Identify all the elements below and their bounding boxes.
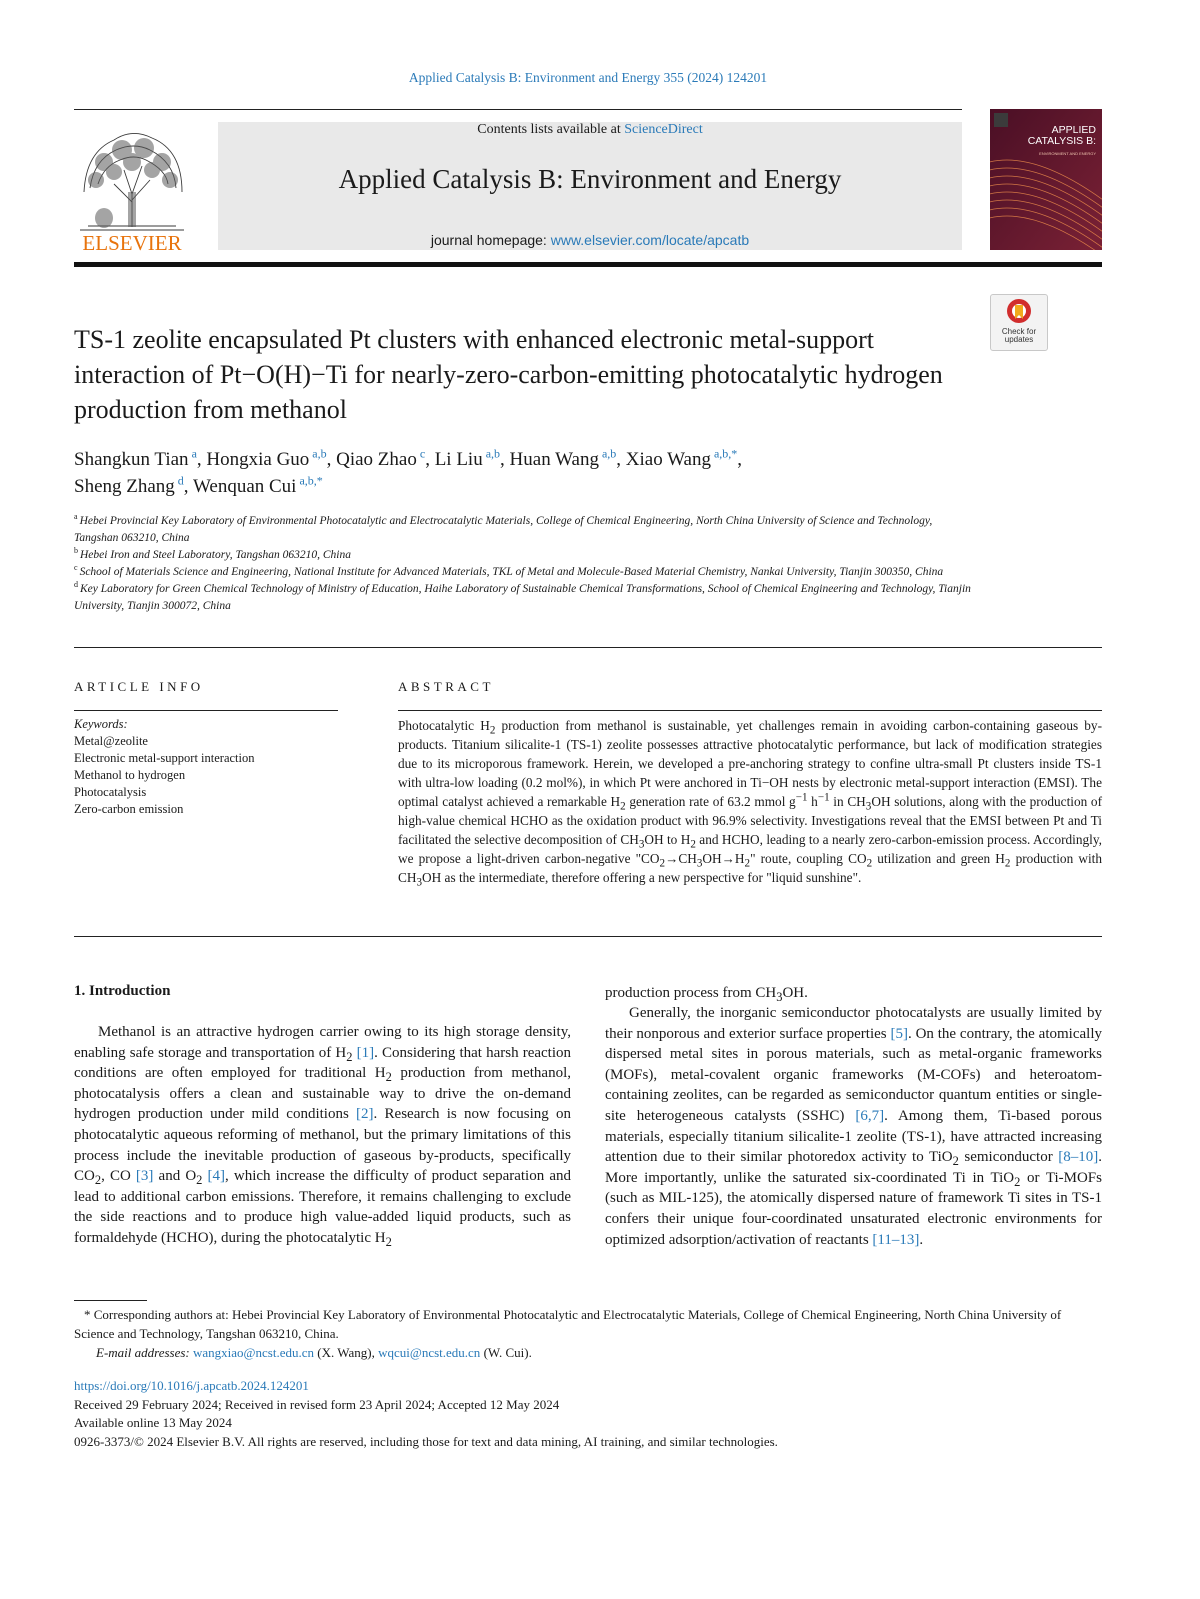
email-link-cui[interactable]: wqcui@ncst.edu.cn <box>378 1345 481 1360</box>
affiliation-text: School of Materials Science and Engineering, National Institute for Advanced Materials, TKL of Metal and Molecule-Based Material Chemistry, Nankai University, Tianjin 300350, China <box>79 566 944 578</box>
keyword: Photocatalysis <box>74 785 147 799</box>
author-affiliation-marker[interactable]: a <box>188 446 197 461</box>
author-affiliation-marker[interactable]: a,b <box>482 446 501 461</box>
keyword-list <box>74 733 344 818</box>
abstract-text: Photocatalytic $H_2$ production from methanol is sustainable, yet challenges remain in avoiding carbon-containing gaseous by-products. Titanium silicalite-1 (TS-1) zeolite possesses attractive photocatalytic performance, but lack of modification strategies due to its microporous framework. Herein, we developed a pre-anchoring strategy to confine ultra-small Pt clusters inside TS-1 with ultra-low loading (0.2 mol%), in which Pt were anchored in Ti−OH nests by electronic metal-support interaction (EMSI). The optimal catalyst achieved a remarkable $H_2$ generation rate of 63.2 mmol $g^{-1}$ $h^{-1}$ in $CH_3OH$ solutions, along with the production of high-value chemical HCHO as the oxidation product with 96.9% selectivity. Investigations reveal that the EMSI between Pt and Ti facilitated the selective decomposition of $CH_3OH$ to $H_2$ and HCHO, leading to a nearly zero-carbon-emission process. Accordingly, we propose a light-driven carbon-negative "$CO_2\to CH_3OH\to H_2$" route, coupling $CO_2$ utilization and green $H_2$ production with $CH_3OH$ as the intermediate, therefore offering a new perspective for "liquid sunshine". <box>398 718 1103 889</box>
affiliation <box>74 513 974 547</box>
abstract-rule <box>398 710 1102 711</box>
author-list: Shangkun Tian $^a$, Hongxia Guo $^{a,b}$, Qiao Zhao $^c$, Li Liu $^{a,b}$, Huan Wang $^{a,b}$, Xiao Wang $^{a,b,*}$, Sheng Zhang $^d$, Wenquan Cui $^{a,b,*}$ <box>74 446 743 497</box>
article-title: TS-1 zeolite encapsulated Pt clusters with enhanced electronic metal-support interaction of Pt−O(H)−Ti for nearly-zero-carbon-emitting photocatalytic hydrogen production from methanol <box>74 325 943 424</box>
affiliation-text: Key Laboratory for Green Chemical Technology of Ministry of Education, Haihe Laboratory of Sustainable Chemical Transformations, School of Chemical Engineering and Technology, Tianjin University, Tianjin 300072, China <box>74 583 971 612</box>
author-name: Li Liu <box>434 449 483 470</box>
introduction-left-column: Methanol is an attractive hydrogen carrier owing to its high storage density, enabling safe storage and transportation of $H_2$ [1]. Considering that harsh reaction conditions are often employed for traditional $H_2$ production from methanol, photocatalysis offers a clean and sustainable way to drive the on-demand hydrogen production under mild conditions [2]. Research is now focusing on photocatalytic aqueous reforming of methanol, but the primary limitations of this process include the inevitable production of gaseous by-products, specifically $CO_2$, CO [3] and $O_2$ [4], which increase the difficulty of product separation and lead to additional carbon emissions. Therefore, it remains challenging to exclude the side reactions and to produce high value-added liquid products, such as formaldehyde (HCHO), during the photocatalytic $H_2$ <box>74 1024 572 1249</box>
author-affiliation-marker[interactable]: a,b,* <box>296 473 323 488</box>
author-affiliation-marker[interactable]: a,b <box>598 446 617 461</box>
journal-banner <box>218 122 962 250</box>
author-affiliation-marker[interactable]: a,b <box>309 446 327 461</box>
author-name: Huan Wang <box>509 449 599 470</box>
affiliation <box>74 581 974 615</box>
keyword: Zero-carbon emission <box>74 802 184 816</box>
author[interactable] <box>192 473 323 497</box>
cover-subtitle: ENVIRONMENT AND ENERGY <box>1039 151 1096 156</box>
email-owner-cui: (W. Cui). <box>483 1345 532 1360</box>
affiliation-label: a <box>74 512 80 522</box>
article-info-heading: ARTICLE INFO <box>74 679 204 694</box>
author-name: Qiao Zhao <box>336 449 417 470</box>
keywords-block <box>74 716 344 818</box>
header-thick-rule <box>74 262 1102 267</box>
author-affiliation-marker[interactable]: d <box>174 473 184 488</box>
article-info-rule <box>74 710 338 711</box>
author-affiliation-marker[interactable]: c <box>416 446 426 461</box>
contents-line <box>218 122 962 138</box>
history-line: Received 29 February 2024; Received in revised form 23 April 2024; Accepted 12 May 2024 <box>74 1396 560 1412</box>
author[interactable] <box>336 446 426 470</box>
doi-link[interactable]: https://doi.org/10.1016/j.apcatb.2024.124201 <box>74 1378 309 1393</box>
author[interactable] <box>434 446 501 470</box>
author-name: Sheng Zhang <box>74 476 175 497</box>
publication-info <box>74 1377 1102 1451</box>
keyword: Electronic metal-support interaction <box>74 751 255 765</box>
homepage-link[interactable]: www.elsevier.com/locate/apcatb <box>550 232 750 248</box>
email-link-wang[interactable]: wangxiao@ncst.edu.cn <box>193 1345 315 1360</box>
homepage-line <box>218 232 962 248</box>
elsevier-tree-logo[interactable] <box>74 122 190 254</box>
footnote-rule <box>74 1300 147 1301</box>
check-updates-icon <box>1006 298 1032 326</box>
journal-citation[interactable]: Applied Catalysis B: Environment and Energy 355 (2024) 124201 <box>408 70 768 85</box>
author[interactable] <box>74 446 197 470</box>
cover-title: APPLIED CATALYSIS B: <box>1027 124 1096 147</box>
introduction-right-column-continuation: production process from $CH_3OH$. <box>605 985 808 1004</box>
abstract-heading: ABSTRACT <box>398 679 494 694</box>
affiliation-label: b <box>74 546 80 556</box>
corresponding-author-footnote <box>74 1305 1102 1362</box>
check-updates-label: Check for updates <box>1001 327 1037 344</box>
affiliation <box>74 564 974 581</box>
author[interactable] <box>625 446 738 470</box>
author-name: Hongxia Guo <box>206 449 310 470</box>
introduction-heading: 1. Introduction <box>74 983 171 999</box>
elsevier-wordmark: ELSEVIER <box>82 231 182 254</box>
email-line <box>74 1343 1102 1362</box>
keywords-label: Keywords: <box>74 717 128 731</box>
author[interactable] <box>509 446 617 470</box>
email-label: E-mail addresses: <box>96 1345 190 1360</box>
check-for-updates-button[interactable] <box>990 294 1048 351</box>
corresponding-note: * Corresponding authors at: Hebei Provincial Key Laboratory of Environmental Photocatalytic and Electrocatalytic Materials, College of Chemical Engineering, North China University of Science and Technology, Tangshan 063210, China. <box>74 1307 1062 1341</box>
affiliation-text: Hebei Provincial Key Laboratory of Environmental Photocatalytic and Electrocatalytic Materials, College of Chemical Engineering, North China University of Science and Technology, Tangshan 063210, China <box>74 515 933 544</box>
journal-cover-thumbnail[interactable] <box>990 109 1102 250</box>
author-name: Wenquan Cui <box>192 476 297 497</box>
author[interactable] <box>206 446 327 470</box>
online-date: Available online 13 May 2024 <box>74 1415 232 1430</box>
copyright-line: 0926-3373/© 2024 Elsevier B.V. All rights are reserved, including those for text and data mining, AI training, and similar technologies. <box>74 1433 778 1449</box>
header-rule <box>74 109 962 110</box>
affiliation-list <box>74 513 974 615</box>
affiliation-text: Hebei Iron and Steel Laboratory, Tangshan 063210, China <box>80 549 352 561</box>
affiliation-label: d <box>74 580 80 590</box>
introduction-right-column: Generally, the inorganic semiconductor photocatalysts are usually limited by their nonporous and exterior surface properties [5]. On the contrary, the atomically dispersed metal sites in porous materials, such as metal-organic frameworks (MOFs), metal-covalent organic frameworks (M-COFs) and heteroatom-containing zeolites, can be regarded as semiconductor quantum entities or single-site heterogeneous catalysts (SSHC) [6,7]. Among them, Ti-based porous materials, especially titanium silicalite-1 zeolite (TS-1), have attracted increasing attention due to their similar photoredox activity to TiO$_2$ semiconductor [8–10]. More importantly, unlike the saturated six-coordinated Ti in TiO$_2$ or Ti-MOFs (such as MIL-125), the atomically dispersed nature of framework Ti sites in TS-1 confers their unique four-coordinated unsaturated electronic environments for optimized adsorption/activation of reactants [11–13]. <box>605 1005 1102 1248</box>
author-name: Shangkun Tian <box>74 449 189 470</box>
section-rule <box>74 647 1102 648</box>
section-rule <box>74 936 1102 937</box>
email-owner-wang: (X. Wang), <box>317 1345 375 1360</box>
journal-name: Applied Catalysis B: Environment and Energy <box>338 164 842 194</box>
keyword: Metal@zeolite <box>74 734 148 748</box>
homepage-prefix: journal homepage: <box>430 232 551 248</box>
author-name: Xiao Wang <box>625 449 711 470</box>
author[interactable] <box>74 473 184 497</box>
keyword: Methanol to hydrogen <box>74 768 186 782</box>
affiliation <box>74 547 974 564</box>
affiliation-label: c <box>74 563 80 573</box>
sciencedirect-link[interactable]: ScienceDirect <box>624 122 703 137</box>
author-affiliation-marker[interactable]: a,b,* <box>710 446 738 461</box>
contents-prefix: Contents lists available at <box>477 122 625 137</box>
